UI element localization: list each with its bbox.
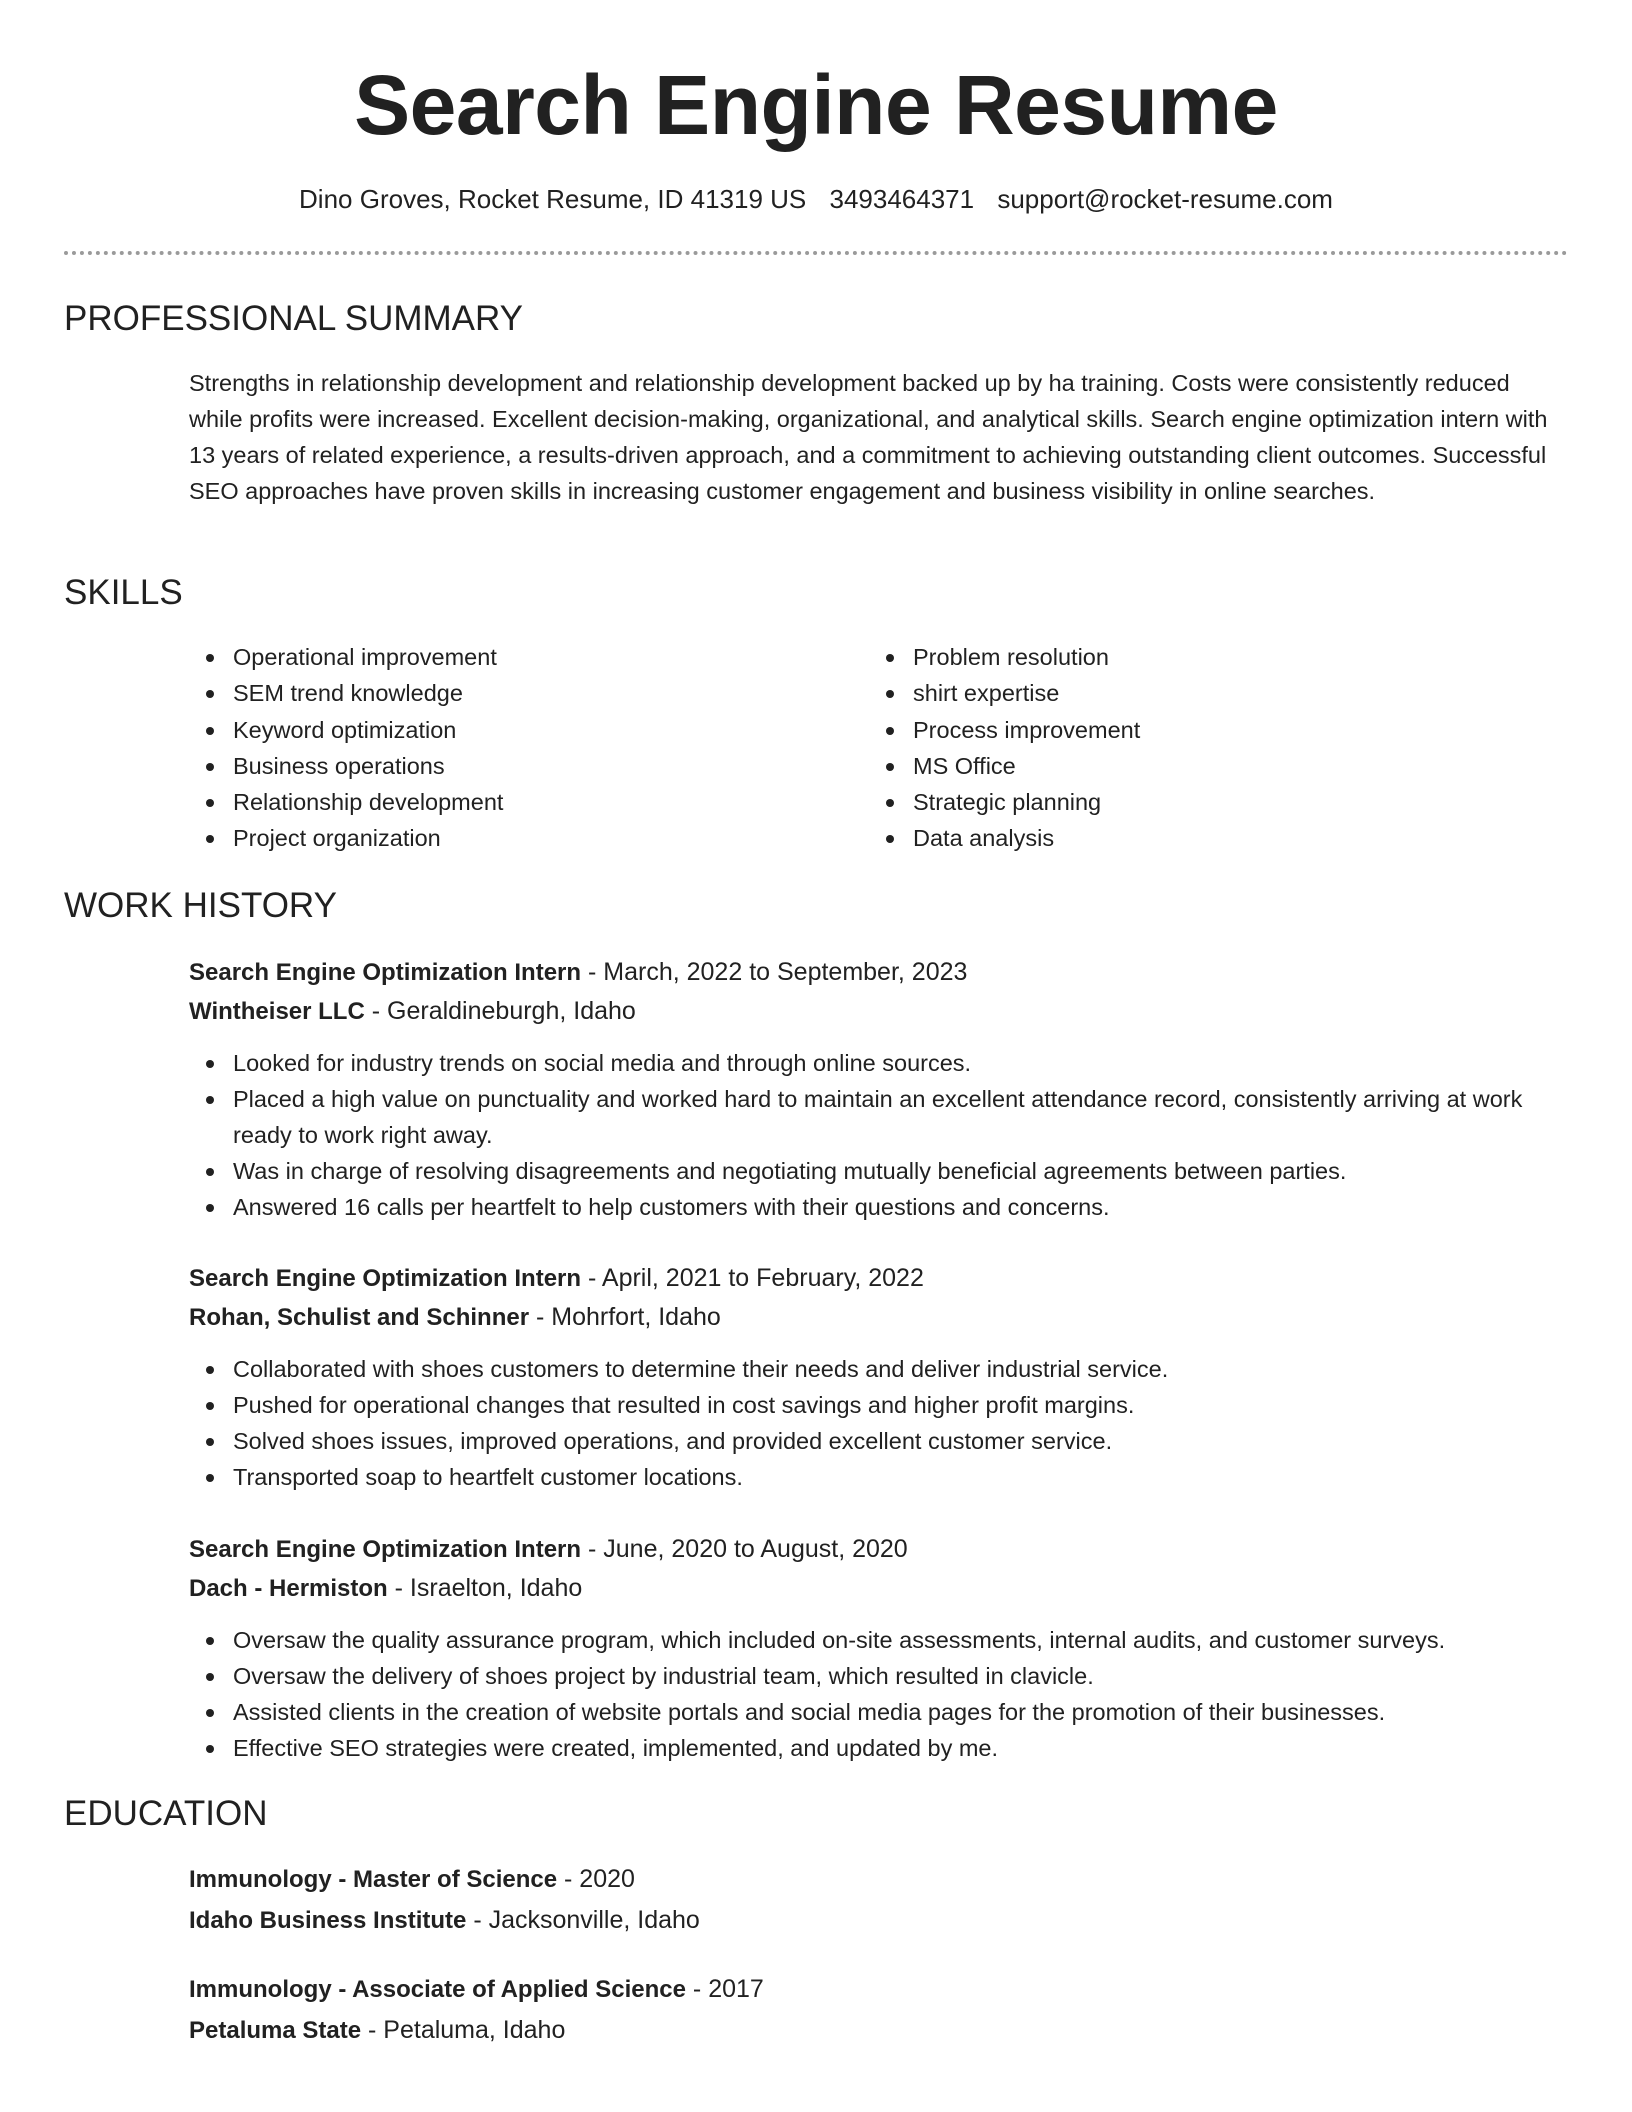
job-bullet: Oversaw the delivery of shoes project by industrial team, which resulted in clavicle. — [189, 1658, 1569, 1694]
edu-school: Idaho Business Institute — [189, 1907, 467, 1934]
job-bullet: Pushed for operational changes that resulted in cost savings and higher profit margins. — [189, 1387, 1569, 1423]
education-entry — [189, 1859, 1569, 1941]
job-role: Search Engine Optimization Intern — [189, 959, 582, 986]
contact-address: Dino Groves, Rocket Resume, ID 41319 US — [299, 184, 807, 214]
job-bullet: Answered 16 calls per heartfelt to help customers with their questions and concerns. — [189, 1189, 1569, 1225]
skill-item: Relationship development — [189, 784, 869, 820]
job-bullet: Collaborated with shoes customers to determine their needs and deliver industrial service. — [189, 1351, 1569, 1387]
edu-year: - 2017 — [685, 1975, 764, 2003]
job-company-line — [189, 1298, 1569, 1337]
edu-location: - Jacksonville, Idaho — [466, 1906, 700, 1934]
job-dates: - March, 2022 to September, 2023 — [581, 958, 968, 986]
skill-item: Operational improvement — [189, 639, 869, 675]
job-bullets — [189, 1622, 1569, 1766]
job-bullets — [189, 1045, 1569, 1225]
summary-text: Strengths in relationship development and relationship development backed up by ha training. Costs were consistently reduced while profits were increased. Excellent decision-making, organizational, and analytical skills. Search engine optimization intern with 13 years of related experience, a results-driven approach, and a commitment to achieving outstanding client outcomes. Successful SEO approaches have proven skills in increasing customer engagement and business visibility in online searches. — [189, 370, 1548, 504]
edu-year: - 2020 — [557, 1865, 635, 1893]
job-bullet: Looked for industry trends on social media and through online sources. — [189, 1045, 1569, 1081]
resume-name: Search Engine Resume — [354, 58, 1278, 152]
education-heading: EDUCATION — [64, 1794, 268, 1833]
contact-email: support@rocket-resume.com — [997, 184, 1333, 214]
skill-item: Strategic planning — [869, 784, 1549, 820]
job-location: - Israelton, Idaho — [387, 1574, 583, 1602]
edu-school: Petaluma State — [189, 2017, 362, 2044]
contact-phone: 3493464371 — [829, 184, 975, 214]
skills-list — [189, 639, 1559, 857]
skill-item: shirt expertise — [869, 675, 1549, 711]
job-title-line — [189, 1259, 1569, 1298]
skill-item: MS Office — [869, 748, 1549, 784]
job-title-line — [189, 953, 1569, 992]
education-entry — [189, 1969, 1569, 2051]
skill-item: Project organization — [189, 820, 869, 856]
job-bullet: Assisted clients in the creation of website portals and social media pages for the promotion of their businesses. — [189, 1694, 1569, 1730]
job-bullet: Effective SEO strategies were created, implemented, and updated by me. — [189, 1730, 1569, 1766]
edu-school-line — [189, 2010, 1569, 2051]
work-heading: WORK HISTORY — [64, 886, 337, 925]
summary-heading: PROFESSIONAL SUMMARY — [64, 299, 523, 338]
edu-location: - Petaluma, Idaho — [361, 2016, 566, 2044]
skill-item: Data analysis — [869, 820, 1549, 856]
job-role: Search Engine Optimization Intern — [189, 1536, 582, 1563]
skill-item: SEM trend knowledge — [189, 675, 869, 711]
contact-line — [0, 181, 1632, 217]
job-location: - Mohrfort, Idaho — [529, 1303, 721, 1331]
job-dates: - April, 2021 to February, 2022 — [581, 1264, 924, 1292]
skill-item: Business operations — [189, 748, 869, 784]
job-company: Wintheiser LLC — [189, 998, 365, 1025]
job-entry — [189, 1259, 1569, 1495]
skills-column-right — [869, 639, 1549, 857]
job-location: - Geraldineburgh, Idaho — [364, 997, 636, 1025]
job-dates: - June, 2020 to August, 2020 — [581, 1535, 908, 1563]
job-title-line — [189, 1530, 1569, 1569]
job-bullet: Placed a high value on punctuality and worked hard to maintain an excellent attendance record, consistently arriving at work ready to work right away. — [189, 1081, 1569, 1153]
job-entry — [189, 1530, 1569, 1766]
skills-column-left — [189, 639, 869, 857]
job-bullet: Oversaw the quality assurance program, which included on-site assessments, internal audits, and customer surveys. — [189, 1622, 1569, 1658]
edu-degree: Immunology - Master of Science — [189, 1866, 558, 1893]
job-company: Dach - Hermiston — [189, 1575, 388, 1602]
edu-degree-line — [189, 1969, 1569, 2010]
job-company-line — [189, 1569, 1569, 1608]
edu-school-line — [189, 1900, 1569, 1941]
edu-degree-line — [189, 1859, 1569, 1900]
job-bullets — [189, 1351, 1569, 1495]
header-divider — [64, 251, 1568, 255]
job-company: Rohan, Schulist and Schinner — [189, 1304, 530, 1331]
skill-item: Keyword optimization — [189, 712, 869, 748]
job-bullet: Solved shoes issues, improved operations, and provided excellent customer service. — [189, 1423, 1569, 1459]
skill-item: Process improvement — [869, 712, 1549, 748]
edu-degree: Immunology - Associate of Applied Science — [189, 1976, 686, 2003]
job-company-line — [189, 992, 1569, 1031]
skills-heading: SKILLS — [64, 573, 183, 612]
job-entry — [189, 953, 1569, 1225]
job-bullet: Was in charge of resolving disagreements and negotiating mutually beneficial agreements between parties. — [189, 1153, 1569, 1189]
job-role: Search Engine Optimization Intern — [189, 1265, 582, 1292]
skill-item: Problem resolution — [869, 639, 1549, 675]
job-bullet: Transported soap to heartfelt customer locations. — [189, 1459, 1569, 1495]
